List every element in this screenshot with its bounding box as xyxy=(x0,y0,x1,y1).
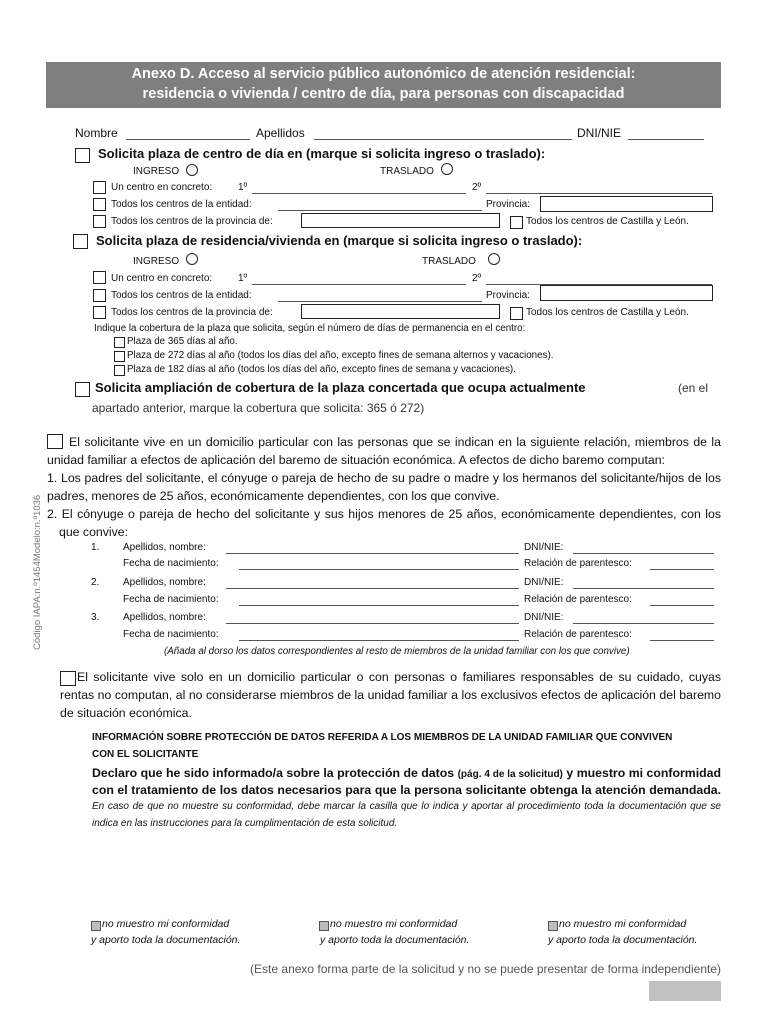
decl-part-b: y muestro mi conformidad con el tratamiento de los datos necesarios para que la persona solicitante obtenga la atención demandada. xyxy=(92,766,722,797)
member-dni-label: DNI/NIE: xyxy=(524,612,564,623)
member-fecha-label: Fecha de nacimiento: xyxy=(123,629,219,640)
member-relacion-field[interactable] xyxy=(650,605,714,606)
cd-second-field[interactable] xyxy=(486,193,712,194)
familia-paragraph-1: El solicitante vive en un domicilio particular con las personas que se indican en la siguiente relación, miembros de la unidad familiar a efectos de aplicación del baremo de situación económica. A efectos de dicho baremo computan: xyxy=(47,435,721,467)
annex-title-line1: Anexo D. Acceso al servicio público autonómico de atención residencial: xyxy=(131,66,636,82)
no-conformidad-checkbox[interactable] xyxy=(548,921,558,931)
cd-entidad-label: Todos los centros de la entidad: xyxy=(111,199,252,210)
cd-ingreso-label: INGRESO xyxy=(133,166,180,177)
member-apellidos-field[interactable] xyxy=(226,623,519,624)
cobertura-182-label: Plaza de 182 días al año (todos los días del año, excepto fines de semana y vacaciones). xyxy=(127,364,516,375)
member-num: 1. xyxy=(91,542,100,553)
res-cyl-label: Todos los centros de Castilla y León. xyxy=(526,307,689,318)
member-fecha-label: Fecha de nacimiento: xyxy=(123,594,219,605)
member-num: 3. xyxy=(91,612,100,623)
cobertura-272-checkbox[interactable] xyxy=(114,351,125,362)
cobertura-182-checkbox[interactable] xyxy=(114,365,125,376)
decl-part-a: Declaro que he sido informado/a sobre la protección de datos xyxy=(92,766,455,780)
apellidos-field[interactable] xyxy=(314,139,572,140)
res-entidad-field[interactable] xyxy=(278,301,482,302)
member-dni-field[interactable] xyxy=(573,553,714,554)
cd-provincia-de-label: Todos los centros de la provincia de: xyxy=(111,216,273,227)
solo-paragraph: El solicitante vive solo en un domicilio particular o con personas o familiares responsables de su cuidado, cuyas rentas no computan, al no considerarse miembros de la unidad familiar a los exclusivos efectos de aplicación del baremo de situación económica. xyxy=(60,670,721,720)
member-apellidos-field[interactable] xyxy=(226,588,519,589)
res-ingreso-label: INGRESO xyxy=(133,256,180,267)
res-entidad-checkbox[interactable] xyxy=(93,289,106,302)
decl-italic: En caso de que no muestre su conformidad, debe marcar la casilla que lo indica y aportar al procedimiento toda la documentación que se indica en las instrucciones para la cumplimentación de esta solicitud. xyxy=(92,801,721,829)
member-apellidos-field[interactable] xyxy=(226,553,519,554)
cd-provincia-de-field[interactable] xyxy=(301,213,500,228)
member-relacion-label: Relación de parentesco: xyxy=(524,558,632,569)
member-dni-field[interactable] xyxy=(573,588,714,589)
member-relacion-field[interactable] xyxy=(650,569,714,570)
centro-dia-checkbox[interactable] xyxy=(75,148,90,163)
cd-first-field[interactable] xyxy=(252,193,466,194)
res-traslado-label: TRASLADO xyxy=(422,256,476,267)
cd-traslado-label: TRASLADO xyxy=(380,166,434,177)
cd-cyl-checkbox[interactable] xyxy=(510,216,523,229)
cd-ingreso-radio[interactable] xyxy=(186,164,198,176)
member-dni-label: DNI/NIE: xyxy=(524,577,564,588)
cobertura-272-label: Plaza de 272 días al año (todos los días del año, excepto fines de semana alternos y vacaciones). xyxy=(127,350,554,361)
no-conformidad-checkbox[interactable] xyxy=(319,921,329,931)
member-dni-field[interactable] xyxy=(573,623,714,624)
res-provincia-de-field[interactable] xyxy=(301,304,500,319)
cd-provincia-label: Provincia: xyxy=(486,199,530,210)
centro-dia-title: Solicita plaza de centro de día en (marque si solicita ingreso o traslado): xyxy=(98,146,546,161)
ampliacion-paren: (en el xyxy=(678,381,709,395)
res-cyl-checkbox[interactable] xyxy=(510,307,523,320)
no-conformidad-line2: y aporto toda la documentación. xyxy=(548,934,698,946)
no-conformidad-line1: no muestro mi conformidad xyxy=(102,918,230,930)
no-conformidad-checkbox[interactable] xyxy=(91,921,101,931)
decl-ref: (pág. 4 de la solicitud) xyxy=(457,769,563,780)
cd-second-label: 2º xyxy=(472,182,482,193)
proteccion-heading-2: CON EL SOLICITANTE xyxy=(92,749,199,760)
cd-cyl-label: Todos los centros de Castilla y León. xyxy=(526,216,689,227)
cobertura-365-checkbox[interactable] xyxy=(114,337,125,348)
member-relacion-field[interactable] xyxy=(650,640,714,641)
ampliacion-title: Solicita ampliación de cobertura de la plaza concertada que ocupa actualmente xyxy=(95,380,586,395)
annex-title-line2: residencia o vivienda / centro de día, para personas con discapacidad xyxy=(142,86,625,102)
member-dni-label: DNI/NIE: xyxy=(524,542,564,553)
apellidos-label: Apellidos xyxy=(256,126,305,140)
res-entidad-label: Todos los centros de la entidad: xyxy=(111,290,252,301)
cd-provincia-field[interactable] xyxy=(540,196,713,212)
res-concreto-checkbox[interactable] xyxy=(93,271,106,284)
dni-label: DNI/NIE xyxy=(577,126,622,140)
res-concreto-label: Un centro en concreto: xyxy=(111,273,213,284)
footer-note: (Este anexo forma parte de la solicitud y no se puede presentar de forma independiente) xyxy=(250,962,721,976)
no-conformidad-line1: no muestro mi conformidad xyxy=(330,918,458,930)
res-first-field[interactable] xyxy=(252,284,466,285)
member-relacion-label: Relación de parentesco: xyxy=(524,594,632,605)
residencia-title: Solicita plaza de residencia/vivienda en (marque si solicita ingreso o traslado): xyxy=(96,233,583,248)
dni-field[interactable] xyxy=(628,139,704,140)
cd-entidad-checkbox[interactable] xyxy=(93,198,106,211)
res-first-label: 1º xyxy=(238,273,248,284)
res-provincia-de-label: Todos los centros de la provincia de: xyxy=(111,307,273,318)
cd-first-label: 1º xyxy=(238,182,248,193)
res-ingreso-radio[interactable] xyxy=(186,253,198,265)
member-apellidos-label: Apellidos, nombre: xyxy=(123,612,206,623)
cobertura-365-label: Plaza de 365 días al año. xyxy=(127,336,238,347)
no-conformidad-line2: y aporto toda la documentación. xyxy=(91,934,241,946)
member-fecha-field[interactable] xyxy=(239,569,519,570)
cd-concreto-checkbox[interactable] xyxy=(93,181,106,194)
res-traslado-radio[interactable] xyxy=(488,253,500,265)
cd-entidad-field[interactable] xyxy=(278,210,482,211)
member-relacion-label: Relación de parentesco: xyxy=(524,629,632,640)
cd-concreto-label: Un centro en concreto: xyxy=(111,182,213,193)
cobertura-intro: Indique la cobertura de la plaza que solicita, según el número de días de permanencia en el centro: xyxy=(94,323,526,334)
cd-provincia-de-checkbox[interactable] xyxy=(93,215,106,228)
proteccion-declaration xyxy=(92,766,721,831)
cd-traslado-radio[interactable] xyxy=(441,163,453,175)
familia-paragraph-2: 1. Los padres del solicitante, el cónyuge o pareja de hecho de su padre o madre y los hermanos del solicitante/hijos de los padres, menores de 25 años, económicamente dependientes, con los que convive. xyxy=(47,471,721,503)
residencia-checkbox[interactable] xyxy=(73,234,88,249)
member-apellidos-label: Apellidos, nombre: xyxy=(123,577,206,588)
familia-note: (Añada al dorso los datos correspondientes al resto de miembros de la unidad familiar con los que convive) xyxy=(164,646,630,657)
member-apellidos-label: Apellidos, nombre: xyxy=(123,542,206,553)
annex-header xyxy=(46,62,721,108)
member-num: 2. xyxy=(91,577,100,588)
member-fecha-field[interactable] xyxy=(239,640,519,641)
nombre-field[interactable] xyxy=(126,139,250,140)
ampliacion-line2: apartado anterior, marque la cobertura que solicita: 365 ó 272) xyxy=(92,401,425,415)
familia-paragraph-3: 2. El cónyuge o pareja de hecho del solicitante y sus hijos menores de 25 años, económicamente dependientes, con los que convive: xyxy=(47,507,721,539)
proteccion-heading-1: INFORMACIÓN SOBRE PROTECCIÓN DE DATOS REFERIDA A LOS MIEMBROS DE LA UNIDAD FAMILIAR QUE CONVIVEN xyxy=(92,732,673,743)
res-provincia-field[interactable] xyxy=(540,285,713,301)
res-second-label: 2º xyxy=(472,273,482,284)
res-provincia-de-checkbox[interactable] xyxy=(93,306,106,319)
res-provincia-label: Provincia: xyxy=(486,290,530,301)
member-fecha-label: Fecha de nacimiento: xyxy=(123,558,219,569)
side-code: Código IAPA:n.º1454Modelo:n.º1036 xyxy=(32,494,43,650)
no-conformidad-line1: no muestro mi conformidad xyxy=(559,918,687,930)
no-conformidad-line2: y aporto toda la documentación. xyxy=(320,934,470,946)
nombre-label: Nombre xyxy=(75,126,118,140)
ampliacion-checkbox[interactable] xyxy=(75,382,90,397)
member-fecha-field[interactable] xyxy=(239,605,519,606)
page-tab xyxy=(649,981,721,1001)
